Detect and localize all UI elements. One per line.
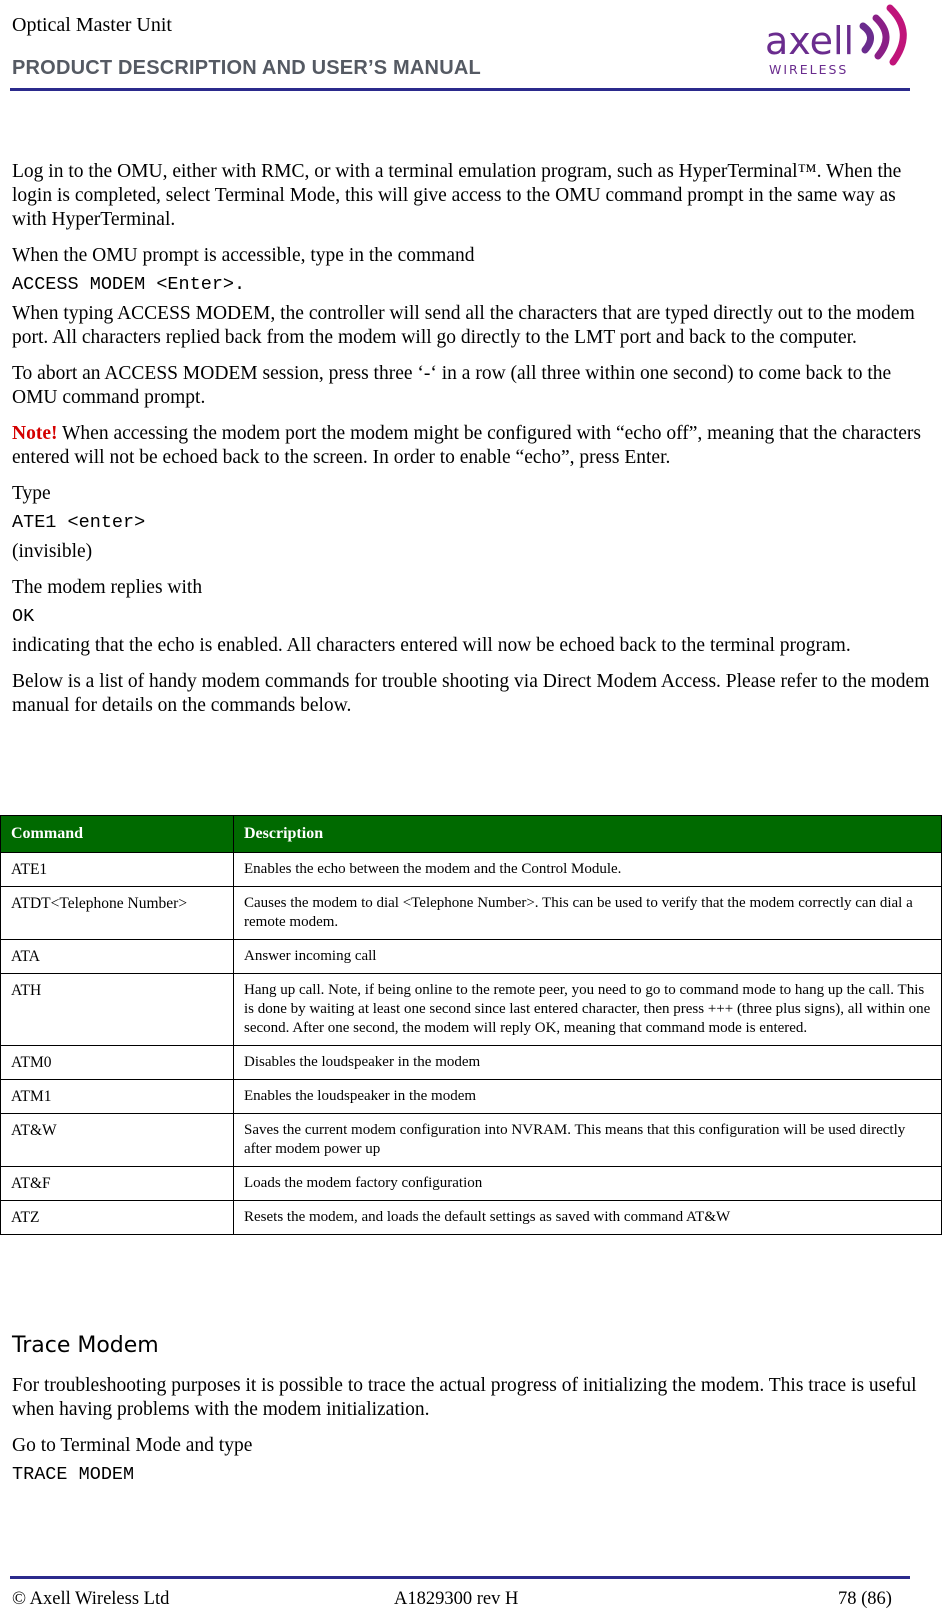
description-cell: Enables the echo between the modem and the Control Module.	[234, 853, 942, 887]
table-row	[1, 1046, 942, 1080]
paragraph-invisible: (invisible)	[12, 541, 93, 562]
header-rule	[10, 88, 910, 91]
logo-arc-medium	[876, 18, 886, 56]
table-row	[1, 974, 942, 1046]
paragraph-prompt: When the OMU prompt is accessible, type in the command	[12, 245, 475, 266]
command-ok: OK	[12, 606, 35, 627]
table-row	[1, 887, 942, 940]
note-paragraph	[12, 422, 932, 470]
description-cell: Saves the current modem configuration into NVRAM. This means that this configuration will be used directly after modem power up	[234, 1114, 942, 1167]
logo-arc-small	[863, 26, 871, 50]
paragraph-type: Type	[12, 483, 51, 504]
description-cell: Disables the loudspeaker in the modem	[234, 1046, 942, 1080]
body-content	[12, 160, 932, 730]
document-title: Optical Master Unit	[12, 14, 172, 36]
footer-doc-number: A1829300 rev H	[394, 1589, 519, 1609]
table-row	[1, 1080, 942, 1114]
command-cell: ATDT<Telephone Number>	[1, 887, 234, 940]
table-row	[1, 1201, 942, 1235]
note-label: Note!	[12, 423, 58, 444]
modem-commands-table	[0, 815, 942, 1235]
logo-subtext: WIRELESS	[769, 62, 849, 77]
description-cell: Causes the modem to dial <Telephone Number>. This can be used to verify that the modem correctly can dial a remote modem.	[234, 887, 942, 940]
logo-arc-large	[890, 8, 903, 62]
table-header-row	[1, 816, 942, 853]
footer-copyright: © Axell Wireless Ltd	[12, 1589, 170, 1609]
paragraph-replies: The modem replies with	[12, 577, 203, 598]
description-cell: Resets the modem, and loads the default settings as saved with command AT&W	[234, 1201, 942, 1235]
command-cell: AT&W	[1, 1114, 234, 1167]
paragraph-access-modem: When typing ACCESS MODEM, the controller will send all the characters that are typed directly out to the modem port. All characters replied back from the modem will go directly to the LMT port and back to the computer.	[12, 303, 915, 348]
footer-rule	[10, 1576, 910, 1579]
table-row	[1, 1114, 942, 1167]
description-cell: Loads the modem factory configuration	[234, 1167, 942, 1201]
paragraph-command-list: Below is a list of handy modem commands for trouble shooting via Direct Modem Access. Please refer to the modem manual for details on the commands below.	[12, 671, 930, 716]
axell-wireless-logo	[765, 2, 915, 80]
command-ate1: ATE1 <enter>	[12, 512, 146, 533]
paragraph-login: Log in to the OMU, either with RMC, or with a terminal emulation program, such as HyperTerminal™. When the login is completed, select Terminal Mode, this will give access to the OMU command prompt in the same way as with HyperTerminal.	[12, 161, 902, 230]
command-access-modem: ACCESS MODEM <Enter>.	[12, 274, 246, 295]
header-description: Description	[234, 816, 942, 853]
command-cell: ATM0	[1, 1046, 234, 1080]
logo-text: axell	[765, 19, 855, 63]
table-row	[1, 1167, 942, 1201]
command-cell: AT&F	[1, 1167, 234, 1201]
paragraph-terminal-mode: Go to Terminal Mode and type	[12, 1435, 253, 1456]
description-cell: Hang up call. Note, if being online to the remote peer, you need to go to command mode to hang up the call. This is done by waiting at least one second since last entered character, then press +++ (three plus signs), all within one second. After one second, the modem will reply OK, meaning that command mode is entered.	[234, 974, 942, 1046]
description-cell: Answer incoming call	[234, 940, 942, 974]
header-command: Command	[1, 816, 234, 853]
table-row	[1, 940, 942, 974]
note-text: When accessing the modem port the modem might be configured with “echo off”, meaning that the characters entered will not be echoed back to the screen. In order to enable “echo”, press Enter.	[12, 423, 921, 468]
command-cell: ATZ	[1, 1201, 234, 1235]
manual-title: PRODUCT DESCRIPTION AND USER’S MANUAL	[12, 57, 481, 79]
paragraph-echo-enabled: indicating that the echo is enabled. All characters entered will now be echoed back to the terminal program.	[12, 635, 851, 656]
command-cell: ATM1	[1, 1080, 234, 1114]
table-row	[1, 853, 942, 887]
command-trace-modem: TRACE MODEM	[12, 1464, 135, 1485]
section-heading-trace-modem: Trace Modem	[12, 1333, 159, 1358]
trace-modem-content	[12, 1374, 932, 1492]
command-cell: ATE1	[1, 853, 234, 887]
paragraph-abort: To abort an ACCESS MODEM session, press three ‘-‘ in a row (all three within one second) to come back to the OMU command prompt.	[12, 363, 892, 408]
command-cell: ATA	[1, 940, 234, 974]
paragraph-trace-purpose: For troubleshooting purposes it is possible to trace the actual progress of initializing the modem. This trace is useful when having problems with the modem initialization.	[12, 1375, 917, 1420]
footer-page-number: 78 (86)	[838, 1589, 892, 1609]
description-cell: Enables the loudspeaker in the modem	[234, 1080, 942, 1114]
command-cell: ATH	[1, 974, 234, 1046]
